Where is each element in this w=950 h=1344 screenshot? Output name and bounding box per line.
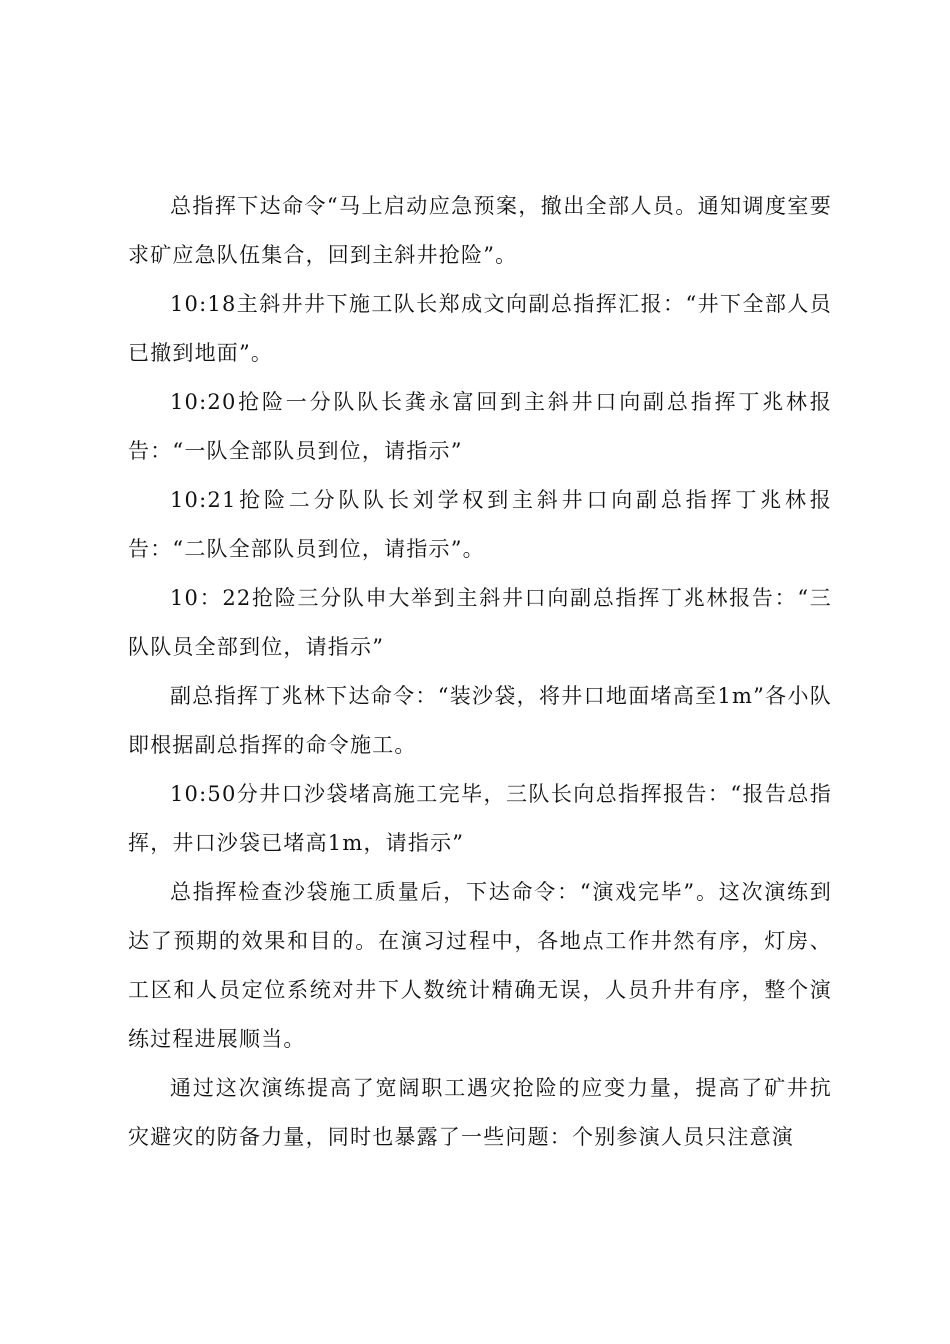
paragraph-emergency-order: 总指挥下达命令“马上启动应急预案，撤出全部人员。通知调度室要求矿应急队伍集合，回到主斜井抢险”。 bbox=[128, 194, 832, 267]
document-body bbox=[128, 182, 832, 1162]
paragraph-drill-summary: 通过这次演练提高了宽阔职工遇灾抢险的应变力量，提高了矿井抗灾避灾的防备力量，同时也暴露了一些问题：个别参演人员只注意演 bbox=[128, 1076, 832, 1149]
paragraph-sandbag-order: 副总指挥丁兆林下达命令：“装沙袋，将井口地面堵高至1m”各小队即根据副总指挥的命令施工。 bbox=[128, 684, 832, 757]
paragraph-1021-report: 10:21抢险二分队队长刘学权到主斜井口向副总指挥丁兆林报告：“二队全部队员到位，请指示”。 bbox=[128, 488, 832, 561]
paragraph-1018-report: 10:18主斜井井下施工队长郑成文向副总指挥汇报：“井下全部人员已撤到地面”。 bbox=[128, 292, 832, 365]
paragraph-1020-report: 10:20抢险一分队队长龚永富回到主斜井口向副总指挥丁兆林报告：“一队全部队员到位，请指示” bbox=[128, 390, 832, 463]
paragraph-1050-report: 10:50分井口沙袋堵高施工完毕，三队长向总指挥报告：“报告总指挥，井口沙袋已堵高1m，请指示” bbox=[128, 782, 832, 855]
paragraph-1022-report: 10：22抢险三分队申大举到主斜井口向副总指挥丁兆林报告：“三队队员全部到位，请指示” bbox=[128, 586, 832, 659]
paragraph-drill-conclusion: 总指挥检查沙袋施工质量后，下达命令：“演戏完毕”。这次演练到达了预期的效果和目的。在演习过程中，各地点工作井然有序，灯房、工区和人员定位系统对井下人数统计精确无误，人员升井有序，整个演练过程进展顺当。 bbox=[128, 880, 832, 1051]
